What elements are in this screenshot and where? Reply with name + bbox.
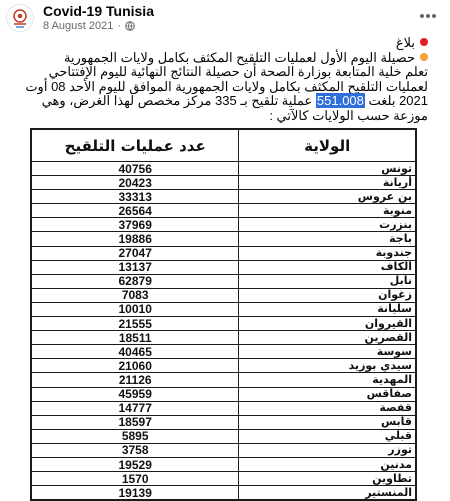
vaccination-count-cell: 14777 <box>32 401 239 415</box>
vaccination-table <box>31 129 416 500</box>
vaccination-count-cell: 26564 <box>32 204 239 218</box>
governorate-cell: قبلي <box>239 429 416 443</box>
table-row <box>32 176 416 190</box>
table-row <box>32 162 416 176</box>
vaccination-count-cell: 27047 <box>32 246 239 260</box>
table-row <box>32 218 416 232</box>
post-paragraph: تعلم خلية المتابعة بوزارة الصحة أن حصيلة النتائج النهائية لليوم الإفتتاحي لعمليات التلقيح المكثف بكامل ولايات الجمهورية الموافق لليوم الأحد 08 أوت 2021 بلغت 551.008 عملية تلقيح بـ 335 مركز مخصص لهذا الغرض، وهي موزعة حسب الولايات كالآتي : <box>25 64 428 123</box>
governorate-cell: باجة <box>239 232 416 246</box>
table-row <box>32 331 416 345</box>
meta-separator: · <box>117 20 122 32</box>
vaccination-count-cell: 21555 <box>32 317 239 331</box>
post-line-subject: حصيلة اليوم الأول لعمليات التلقيح المكثف بكامل ولايات الجمهورية <box>8 51 428 66</box>
selected-text-highlight[interactable]: 551.008 <box>316 93 364 108</box>
governorate-cell: بنزرت <box>239 218 416 232</box>
vaccination-count-cell: 19886 <box>32 232 239 246</box>
governorate-cell: أريانة <box>239 176 416 190</box>
table-row <box>32 190 416 204</box>
ministry-logo-icon <box>7 5 33 31</box>
more-options-button[interactable] <box>416 4 440 28</box>
table-row <box>32 345 416 359</box>
vaccination-count-cell: 7083 <box>32 288 239 302</box>
governorate-cell: القصرين <box>239 331 416 345</box>
table-row <box>32 246 416 260</box>
governorate-cell: مدنين <box>239 457 416 471</box>
vaccination-count-cell: 45959 <box>32 387 239 401</box>
table-row <box>32 232 416 246</box>
table-row <box>32 373 416 387</box>
vaccination-count-cell: 3758 <box>32 443 239 457</box>
vaccination-count-cell: 5895 <box>32 429 239 443</box>
post-line-announcement: بلاغ <box>8 36 428 51</box>
governorate-cell: منوبة <box>239 204 416 218</box>
globe-icon <box>125 21 135 31</box>
table-row <box>32 260 416 274</box>
table-row <box>32 401 416 415</box>
vaccination-count-cell: 1570 <box>32 472 239 486</box>
table-row <box>32 429 416 443</box>
red-circle-icon <box>420 38 428 46</box>
post-date[interactable]: 8 August 2021 <box>43 20 114 32</box>
table-row <box>32 302 416 316</box>
governorate-cell: بن عروس <box>239 190 416 204</box>
page-name-link[interactable]: Covid-19 Tunisia <box>43 3 154 19</box>
post-meta <box>43 20 135 32</box>
vaccination-count-cell: 62879 <box>32 274 239 288</box>
governorate-cell: زغوان <box>239 288 416 302</box>
header-vaccination-count: عدد عمليات التلقيح <box>32 130 239 162</box>
header-governorate: الولاية <box>239 130 416 162</box>
governorate-cell: سوسة <box>239 345 416 359</box>
table-row <box>32 415 416 429</box>
vaccination-count-cell: 37969 <box>32 218 239 232</box>
governorate-cell: تطاوين <box>239 472 416 486</box>
governorate-cell: تونس <box>239 162 416 176</box>
vaccination-count-cell: 21126 <box>32 373 239 387</box>
governorate-cell: جندوبة <box>239 246 416 260</box>
governorate-cell: المنستير <box>239 486 416 500</box>
governorate-cell: المهدية <box>239 373 416 387</box>
post-header <box>0 0 450 34</box>
vaccination-count-cell: 33313 <box>32 190 239 204</box>
vaccination-count-cell: 20423 <box>32 176 239 190</box>
governorate-cell: القيروان <box>239 317 416 331</box>
table-header-row <box>32 130 416 162</box>
table-row <box>32 359 416 373</box>
governorate-cell: نابل <box>239 274 416 288</box>
page-avatar[interactable] <box>6 4 34 32</box>
table-body <box>32 162 416 500</box>
table-row <box>32 472 416 486</box>
vaccination-count-cell: 40465 <box>32 345 239 359</box>
table-row <box>32 317 416 331</box>
table-row <box>32 288 416 302</box>
vaccination-count-cell: 40756 <box>32 162 239 176</box>
vaccination-count-cell: 21060 <box>32 359 239 373</box>
table-row <box>32 486 416 500</box>
table-row <box>32 387 416 401</box>
vaccination-count-cell: 18511 <box>32 331 239 345</box>
post-body <box>8 36 428 123</box>
table-row <box>32 274 416 288</box>
vaccination-count-cell: 19139 <box>32 486 239 500</box>
governorate-cell: سليانة <box>239 302 416 316</box>
orange-circle-icon <box>420 53 428 61</box>
vaccination-count-cell: 13137 <box>32 260 239 274</box>
vaccination-table-image[interactable] <box>30 128 417 501</box>
governorate-cell: توزر <box>239 443 416 457</box>
governorate-cell: قابس <box>239 415 416 429</box>
vaccination-count-cell: 19529 <box>32 457 239 471</box>
governorate-cell: سيدي بوزيد <box>239 359 416 373</box>
table-row <box>32 443 416 457</box>
governorate-cell: صفاقس <box>239 387 416 401</box>
table-row <box>32 204 416 218</box>
vaccination-count-cell: 10010 <box>32 302 239 316</box>
vaccination-count-cell: 18597 <box>32 415 239 429</box>
governorate-cell: قفصة <box>239 401 416 415</box>
table-row <box>32 457 416 471</box>
more-options-icon <box>419 13 437 19</box>
governorate-cell: الكاف <box>239 260 416 274</box>
